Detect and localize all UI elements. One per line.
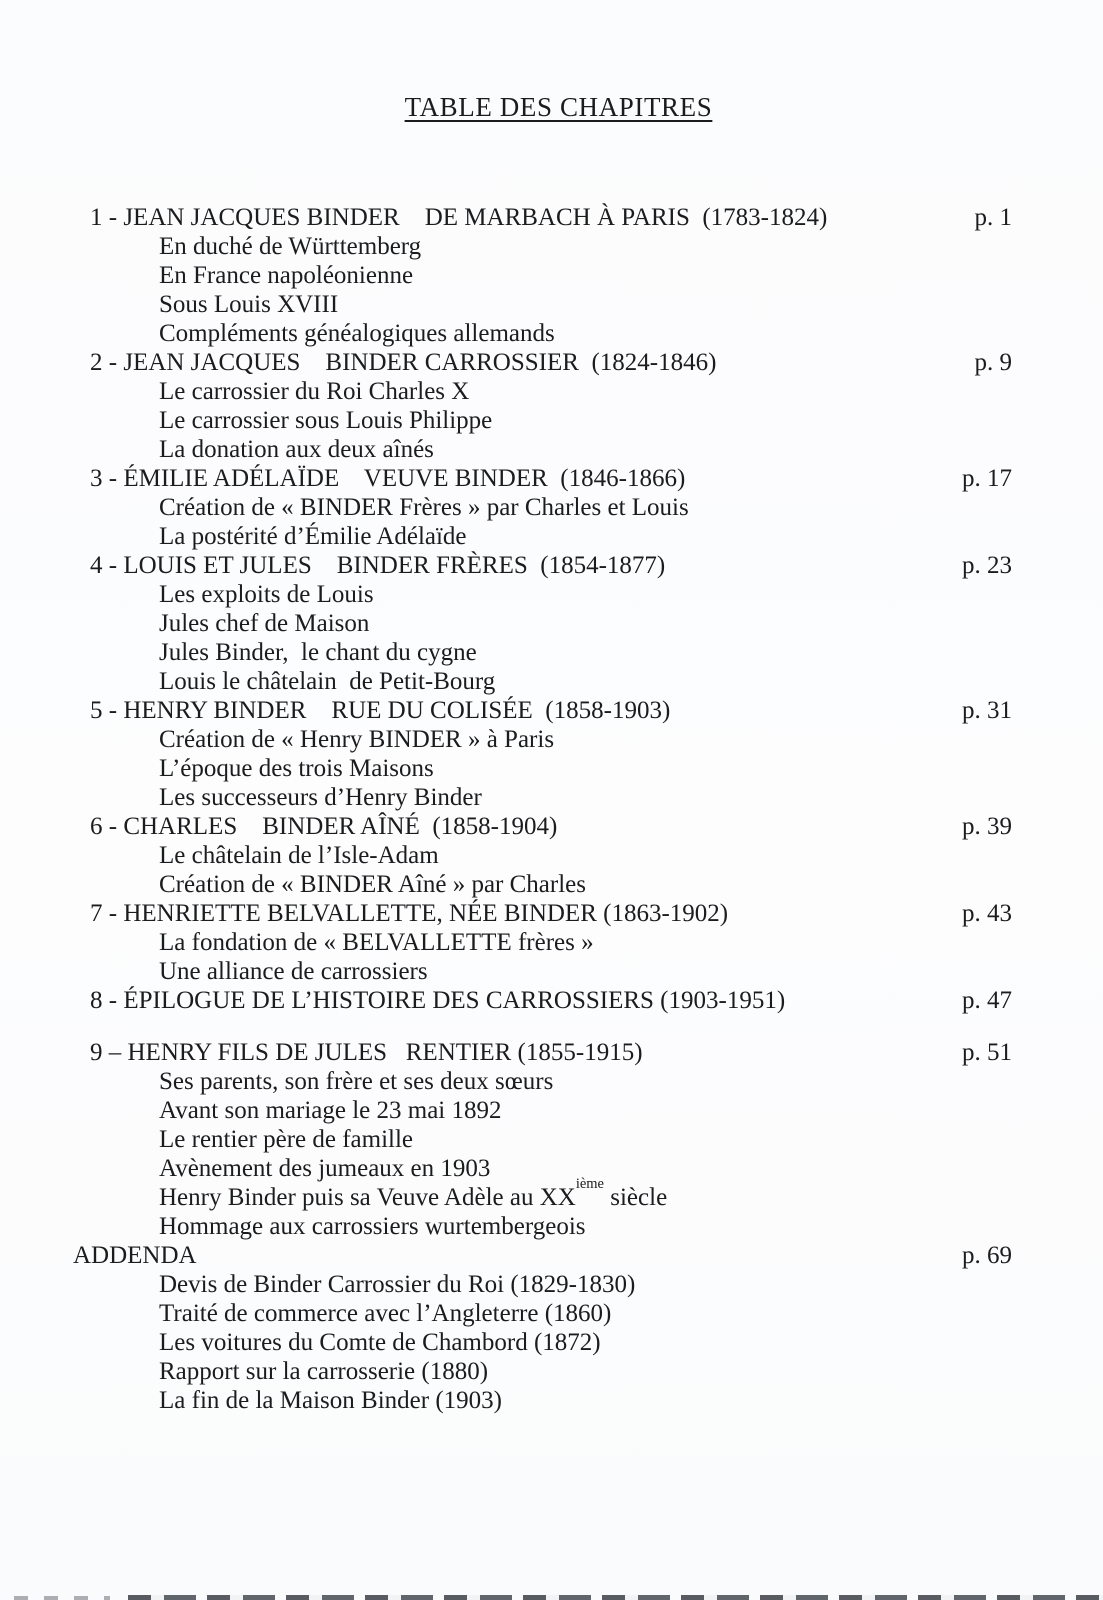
toc-entry-page-number: p. 39 [962,813,1012,840]
toc-list [0,203,1103,1415]
toc-subitem: Les voitures du Comte de Chambord (1872) [159,1329,601,1356]
toc-entry-label: 8 - ÉPILOGUE DE L’HISTOIRE DES CARROSSIERS (1903-1951) [90,987,786,1014]
toc-entry-page-number: p. 31 [962,697,1012,724]
toc-subitem: Hommage aux carrossiers wurtembergeois [159,1213,586,1240]
toc-subitem: Création de « BINDER Frères » par Charles et Louis [159,494,689,521]
toc-entry [90,551,1103,696]
scan-edge-artifact [128,1595,1103,1600]
toc-subitem: Henry Binder puis sa Veuve Adèle au XXième siècle [159,1176,668,1211]
toc-entry-label: 7 - HENRIETTE BELVALLETTE, NÉE BINDER (1863-1902) [90,900,729,927]
toc-entry [90,986,1103,1015]
toc-subitem: Ses parents, son frère et ses deux sœurs [159,1068,554,1095]
toc-subitem: Louis le châtelain de Petit-Bourg [159,668,496,695]
toc-subitem: Traité de commerce avec l’Angleterre (1860) [159,1300,612,1327]
toc-entry-subitems [90,928,1103,986]
toc-entry-page-number: p. 69 [962,1242,1012,1269]
toc-entry-label: 3 - ÉMILIE ADÉLAÏDE VEUVE BINDER (1846-1866) [90,465,686,492]
toc-subitem: En France napoléonienne [159,262,414,289]
toc-entry-label: 6 - CHARLES BINDER AÎNÉ (1858-1904) [90,813,558,840]
toc-entry-page-number: p. 17 [962,465,1012,492]
toc-entry [90,812,1103,899]
toc-entry-page-number: p. 9 [974,349,1012,376]
toc-entry-page-number: p. 47 [962,987,1012,1014]
toc-entry-page-number: p. 23 [962,552,1012,579]
toc-entry-head [90,899,1012,928]
toc-subitem: Rapport sur la carrosserie (1880) [159,1358,489,1385]
toc-entry-subitems [90,580,1103,696]
toc-entry-label: ADDENDA [73,1242,197,1269]
toc-entry-subitems [90,1067,1103,1241]
toc-entry [73,1241,1103,1415]
toc-entry-head [90,464,1012,493]
toc-subitem: Avènement des jumeaux en 1903 [159,1155,491,1182]
toc-entry-subitems [90,232,1103,348]
toc-subitem: La postérité d’Émilie Adélaïde [159,523,467,550]
toc-subitem: La fin de la Maison Binder (1903) [159,1387,502,1414]
scan-edge-artifact-left [14,1596,110,1600]
toc-subitem: L’époque des trois Maisons [159,755,434,782]
toc-entry-label: 1 - JEAN JACQUES BINDER DE MARBACH À PARIS (1783-1824) [90,204,828,231]
toc-subitem: Jules chef de Maison [159,610,370,637]
toc-subitem: Avant son mariage le 23 mai 1892 [159,1097,502,1124]
toc-subitem: Les successeurs d’Henry Binder [159,784,482,811]
toc-subitem: La donation aux deux aînés [159,436,434,463]
toc-entry-label: 9 – HENRY FILS DE JULES RENTIER (1855-1915) [90,1039,643,1066]
toc-entry [90,348,1103,464]
toc-subitem: Le châtelain de l’Isle-Adam [159,842,439,869]
toc-entry [90,899,1103,986]
toc-entry-head [90,1038,1012,1067]
toc-subitem: Le carrossier du Roi Charles X [159,378,470,405]
toc-entry-page-number: p. 43 [962,900,1012,927]
toc-entry-subitems [90,377,1103,464]
toc-entry-head [90,812,1012,841]
toc-entry-head [73,1241,1012,1270]
toc-subitem: Le rentier père de famille [159,1126,414,1153]
superscript-ordinal: ième [575,1176,604,1193]
toc-entry-label: 4 - LOUIS ET JULES BINDER FRÈRES (1854-1877) [90,552,666,579]
toc-entry [90,1038,1103,1241]
toc-entry-subitems [90,841,1103,899]
toc-entry-head [90,348,1012,377]
toc-entry-head [90,203,1012,232]
toc-entry-page-number: p. 1 [974,204,1012,231]
toc-subitem: Compléments généalogiques allemands [159,320,555,347]
toc-entry-subitems [90,493,1103,551]
toc-subitem: Les exploits de Louis [159,581,374,608]
toc-entry-head [90,551,1012,580]
toc-entry-head [90,986,1012,1015]
page-title [0,0,1103,123]
toc-subitem: Création de « Henry BINDER » à Paris [159,726,555,753]
toc-subitem: Devis de Binder Carrossier du Roi (1829-1830) [159,1271,636,1298]
toc-subitem: Le carrossier sous Louis Philippe [159,407,493,434]
toc-subitem: Sous Louis XVIII [159,291,339,318]
toc-entry [90,203,1103,348]
toc-entry [90,696,1103,812]
toc-subitem: Une alliance de carrossiers [159,958,428,985]
toc-entry-label: 5 - HENRY BINDER RUE DU COLISÉE (1858-1903) [90,697,671,724]
toc-entry-subitems [90,725,1103,812]
toc-subitem: La fondation de « BELVALLETTE frères » [159,929,594,956]
page-title-text: TABLE DES CHAPITRES [404,92,713,122]
toc-entry-label: 2 - JEAN JACQUES BINDER CARROSSIER (1824-1846) [90,349,717,376]
toc-entry-subitems [73,1270,1103,1415]
toc-subitem: Création de « BINDER Aîné » par Charles [159,871,586,898]
toc-subitem: En duché de Württemberg [159,233,422,260]
toc-entry-page-number: p. 51 [962,1039,1012,1066]
toc-subitem: Jules Binder, le chant du cygne [159,639,477,666]
toc-entry-head [90,696,1012,725]
toc-entry [90,464,1103,551]
